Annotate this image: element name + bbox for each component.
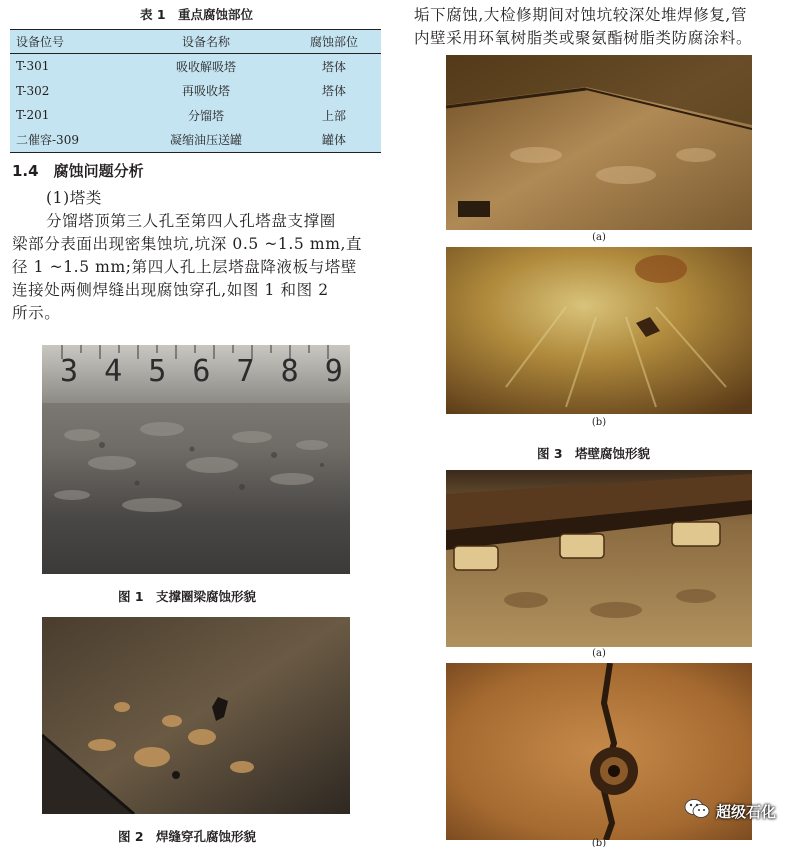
paragraph-line: 所示。 bbox=[12, 304, 61, 322]
table-cell: T-301 bbox=[16, 59, 50, 74]
column-header: 腐蚀部位 bbox=[287, 30, 381, 54]
table-cell: T-201 bbox=[16, 108, 50, 123]
figure-3b-label: (b) bbox=[591, 417, 607, 428]
paragraph-line: 连接处两侧焊缝出现腐蚀穿孔,如图 1 和图 2 bbox=[12, 281, 329, 299]
table-cell: 罐体 bbox=[287, 128, 381, 153]
watermark-text: 超级石化 bbox=[715, 802, 776, 821]
table-row bbox=[10, 103, 381, 128]
figure-3-caption: 图 3 塔壁腐蚀形貌 bbox=[537, 446, 651, 461]
figure-2-caption: 图 2 焊缝穿孔腐蚀形貌 bbox=[118, 829, 257, 844]
figure-4b-label: (b) bbox=[591, 838, 607, 847]
table-header-row bbox=[10, 30, 381, 54]
figure-1-photo bbox=[42, 345, 350, 574]
paragraph-line: 内壁采用环氧树脂类或聚氨酯树脂类防腐涂料。 bbox=[414, 29, 753, 47]
table-cell: 吸收解吸塔 bbox=[175, 59, 236, 74]
figure-2-photo bbox=[42, 617, 350, 814]
subheading: (1)塔类 bbox=[46, 189, 102, 207]
corrosion-table bbox=[10, 29, 381, 153]
table-row bbox=[10, 54, 381, 79]
paragraph-line: 垢下腐蚀,大检修期间对蚀坑较深处堆焊修复,管 bbox=[414, 6, 748, 24]
column-header: 设备名称 bbox=[125, 30, 287, 54]
figure-3a-photo bbox=[446, 55, 752, 230]
paragraph-line: 分馏塔顶第三人孔至第四人孔塔盘支撑圈 bbox=[46, 212, 336, 230]
table-row bbox=[10, 128, 381, 153]
table-cell: 凝缩油压送罐 bbox=[125, 128, 287, 153]
table-cell: 再吸收塔 bbox=[181, 84, 230, 99]
paragraph bbox=[12, 210, 384, 325]
section-heading: 1.4 腐蚀问题分析 bbox=[12, 162, 144, 180]
wechat-icon bbox=[684, 798, 710, 824]
figure-3a-label: (a) bbox=[592, 232, 606, 243]
figure-4a-label: (a) bbox=[592, 648, 606, 659]
table-cell: 上部 bbox=[321, 108, 346, 123]
right-paragraph bbox=[414, 4, 784, 50]
table-cell: 分馏塔 bbox=[187, 108, 224, 123]
table-cell: T-302 bbox=[16, 83, 50, 98]
table-cell: 塔体 bbox=[321, 84, 346, 99]
table-cell: 二催容-309 bbox=[10, 128, 125, 153]
table-title: 表 1 重点腐蚀部位 bbox=[140, 7, 254, 22]
table-row bbox=[10, 79, 381, 104]
paragraph-line: 梁部分表面出现密集蚀坑,坑深 0.5 ~1.5 mm,直 bbox=[12, 235, 363, 253]
figure-1-caption: 图 1 支撑圈梁腐蚀形貌 bbox=[118, 589, 257, 604]
figure-3b-photo bbox=[446, 247, 752, 414]
watermark bbox=[684, 798, 776, 824]
figure-4a-photo bbox=[446, 470, 752, 647]
paragraph-line: 径 1 ~1.5 mm;第四人孔上层塔盘降液板与塔壁 bbox=[12, 258, 357, 276]
ruler-text: 3 4 5 6 7 8 9 bbox=[60, 354, 347, 389]
table-cell: 塔体 bbox=[321, 59, 346, 74]
column-header: 设备位号 bbox=[10, 30, 125, 54]
